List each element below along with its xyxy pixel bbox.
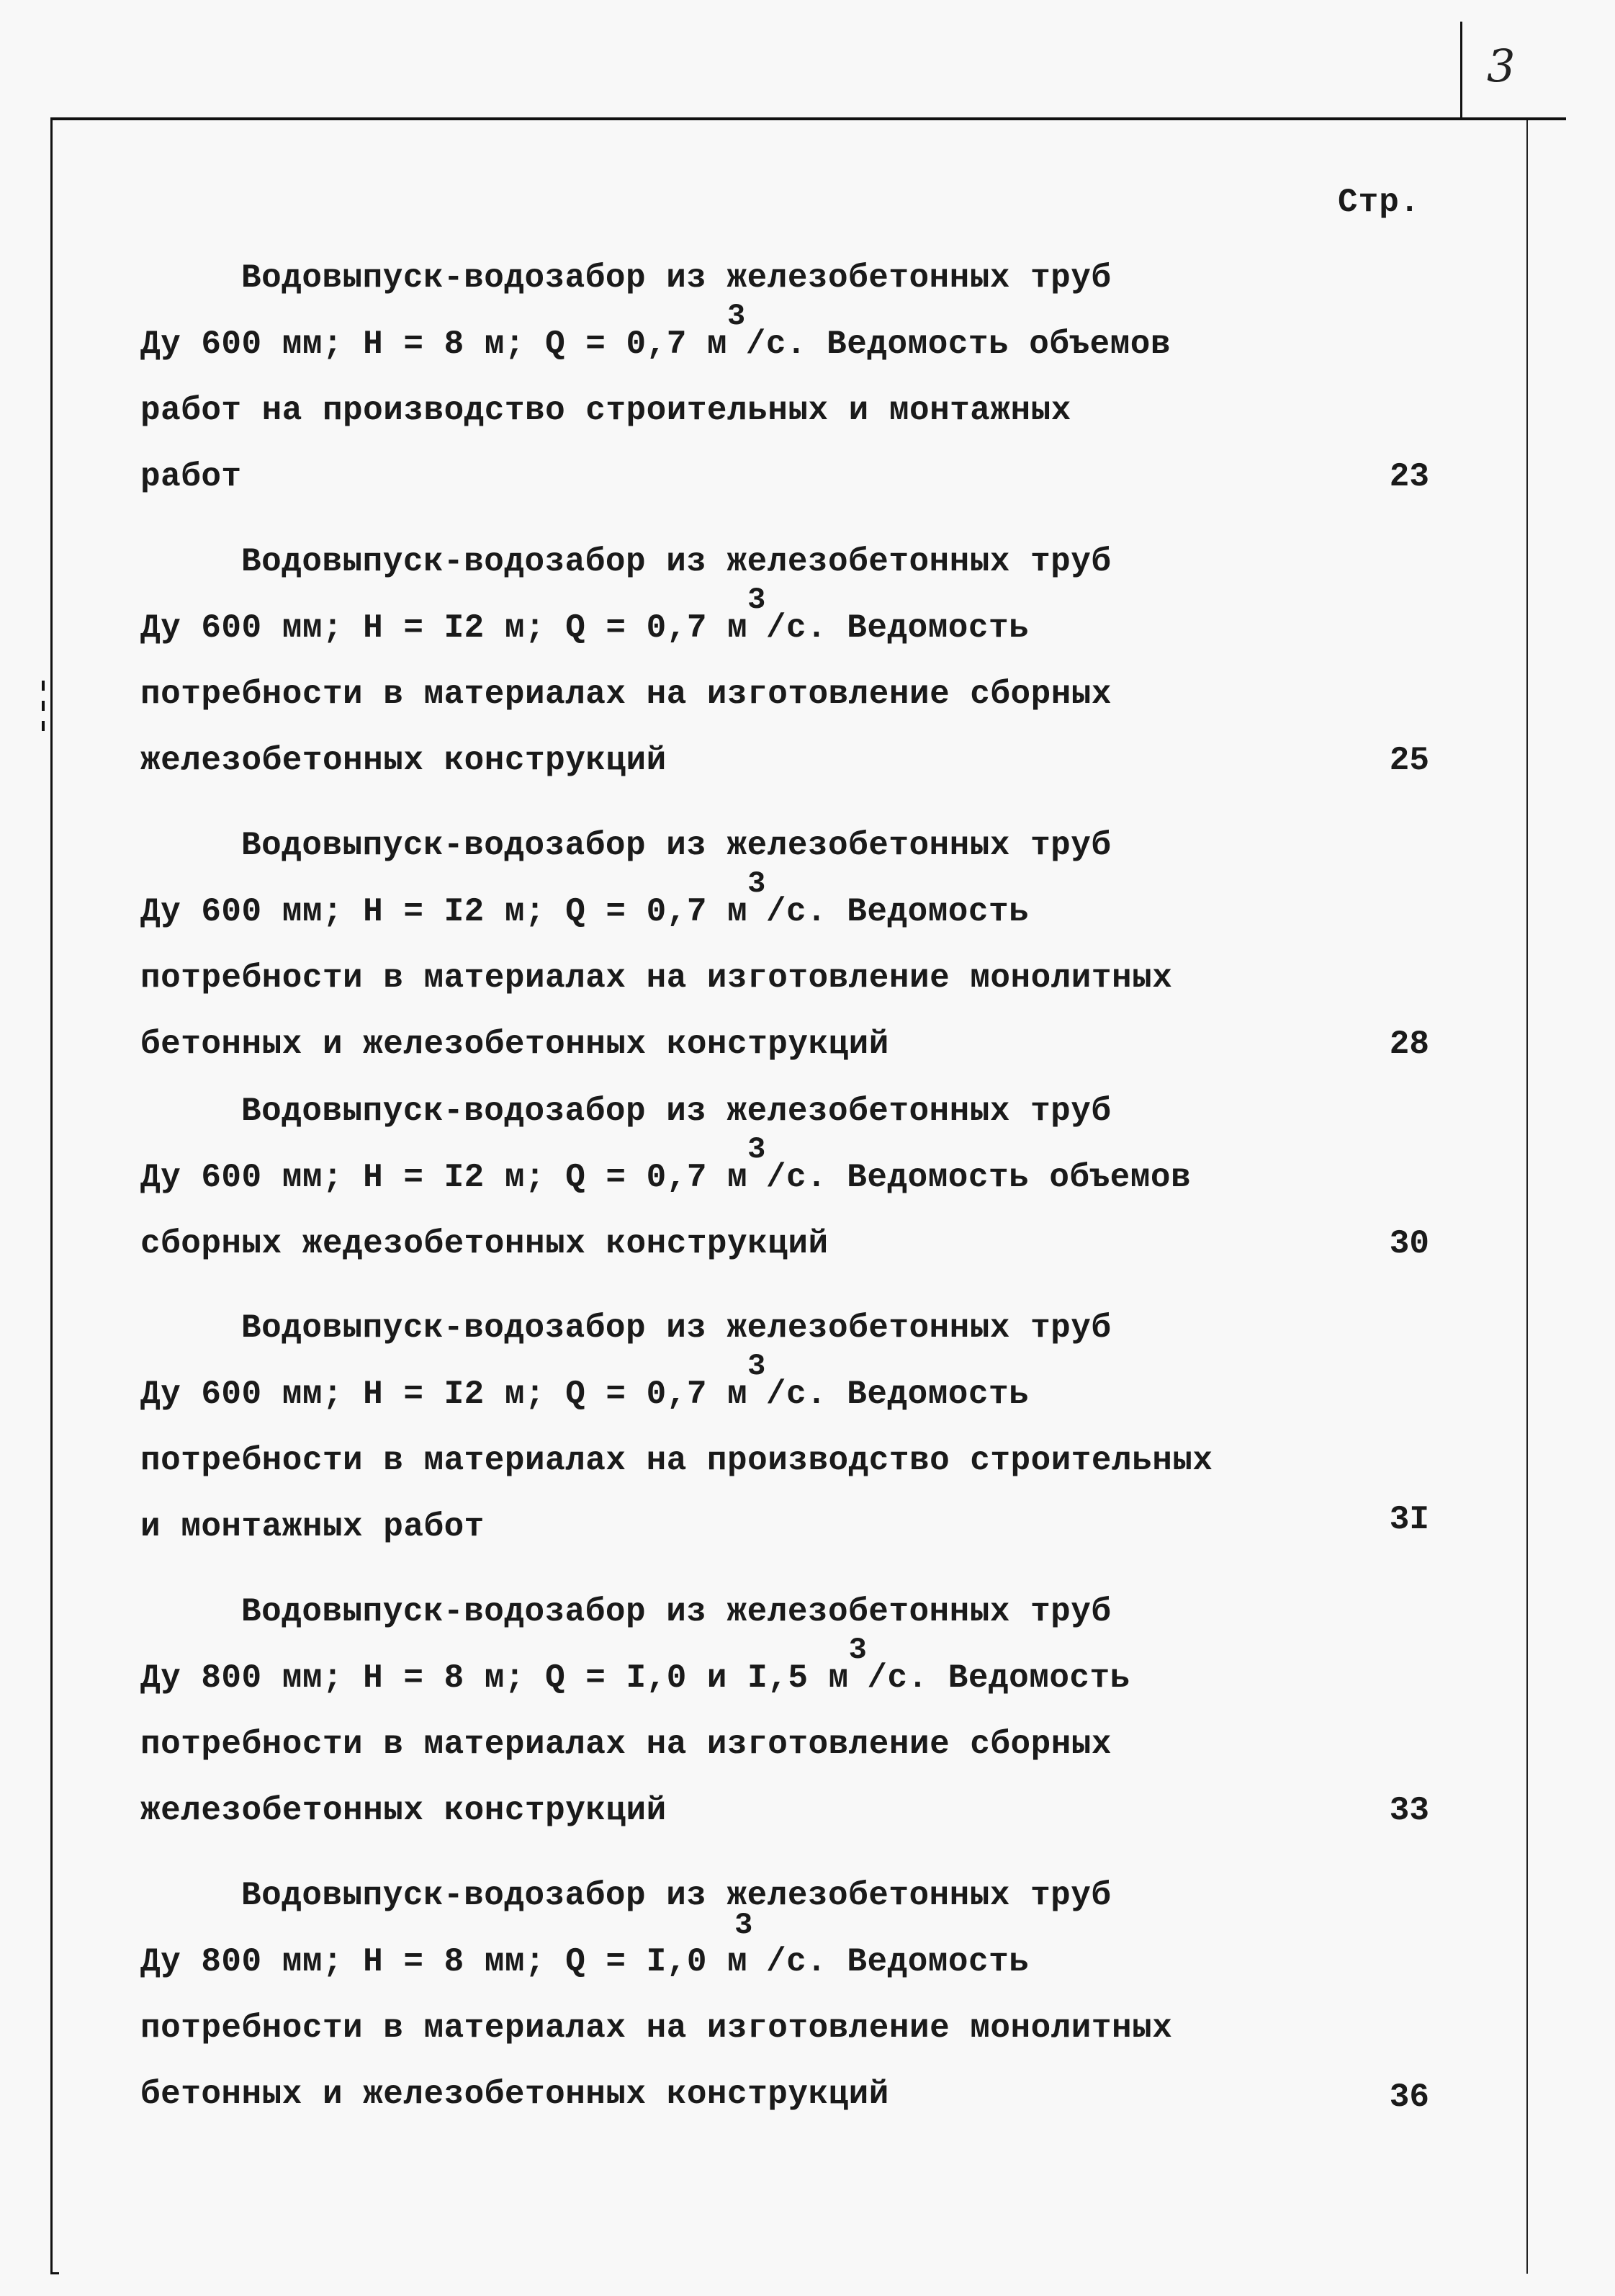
entry-line: Ду 600 мм; Н = I2 м; Q = 0,7 м3/с. Ведомость [140, 1361, 1429, 1427]
superscript: 3 [848, 1633, 868, 1667]
margin-marks [42, 681, 46, 738]
entry-line: потребности в материалах на изготовление сборных [140, 676, 1112, 713]
entry-line: бетонных и железобетонных конструкций [140, 2076, 889, 2113]
page-number: 23 [1389, 458, 1429, 495]
entry-line: Водовыпуск-водозабор из железобетонных труб [241, 1309, 1112, 1347]
entry-line: потребности в материалах на изготовление сборных [140, 1726, 1112, 1763]
page-number: 33 [1389, 1792, 1429, 1829]
page-number: 36 [1389, 2078, 1429, 2116]
entry-line: потребности в материалах на изготовление монолитных [140, 959, 1173, 997]
entry-line: железобетонных конструкций [140, 1792, 667, 1829]
entry-line: Ду 800 мм; Н = 8 мм; Q = I,0 м3 /с. Ведомость [140, 1929, 1429, 1995]
superscript: 3 [734, 1908, 753, 1942]
toc-entry [140, 812, 1429, 1077]
toc-entry [140, 1579, 1429, 1844]
entry-line: Ду 600 мм; Н = I2 м; Q = 0,7 м3/с. Ведомость [140, 595, 1429, 661]
superscript: 3 [747, 583, 766, 617]
entry-line: бетонных и железобетонных конструкций [140, 1026, 889, 1063]
page-column-header: Стр. [1338, 184, 1421, 221]
sheet-number: 3 [1487, 40, 1516, 92]
entry-line: Водовыпуск-водозабор из железобетонных труб [241, 1093, 1112, 1130]
entry-line: Водовыпуск-водозабор из железобетонных труб [241, 1877, 1112, 1914]
entry-line: работ на производство строительных и монтажных [140, 392, 1071, 429]
toc-entry [140, 245, 1429, 510]
toc-entry [140, 1862, 1429, 2127]
entry-line: потребности в материалах на производство строительных [140, 1442, 1213, 1479]
superscript: 3 [747, 1349, 766, 1384]
entry-line: и монтажных работ [140, 1508, 485, 1546]
frame-bottom-corner [50, 2272, 59, 2274]
page-number: 3I [1389, 1501, 1429, 1538]
toc-entry [140, 1078, 1429, 1277]
entry-line: железобетонных конструкций [140, 742, 667, 779]
entry-line: Водовыпуск-водозабор из железобетонных труб [241, 827, 1112, 864]
superscript: 3 [747, 866, 766, 901]
superscript: 3 [747, 1132, 766, 1167]
entry-line: сборных жедезобетонных конструкций [140, 1225, 829, 1263]
entry-line: Ду 600 мм; Н = 8 м; Q = 0,7 м3/с. Ведомость объемов [140, 311, 1429, 377]
frame-left-border [50, 117, 53, 2274]
entry-line: Водовыпуск-водозабор из железобетонных труб [241, 1593, 1112, 1631]
entry-line: потребности в материалах на изготовление монолитных [140, 2009, 1173, 2047]
entry-line: Ду 600 мм; Н = I2 м; Q = 0,7 м3/с. Ведомость [140, 879, 1429, 945]
sheet-number-divider [1460, 22, 1462, 117]
entry-line: Водовыпуск-водозабор из железобетонных труб [241, 259, 1112, 297]
page-number: 28 [1389, 1026, 1429, 1063]
page-number: 25 [1389, 742, 1429, 779]
entry-line: Ду 800 мм; Н = 8 м; Q = I,0 и I,5 м3/с. Ведомость [140, 1645, 1429, 1711]
entry-line: Ду 600 мм; Н = I2 м; Q = 0,7 м3/с. Ведомость объемов [140, 1144, 1429, 1211]
entry-line: работ [140, 458, 242, 495]
page-number: 30 [1389, 1225, 1429, 1263]
entry-line: Водовыпуск-водозабор из железобетонных труб [241, 543, 1112, 580]
frame-top-rule [50, 117, 1566, 120]
toc-entry [140, 1295, 1429, 1560]
toc-entry [140, 529, 1429, 794]
superscript: 3 [727, 299, 746, 333]
frame-right-border [1526, 120, 1528, 2274]
